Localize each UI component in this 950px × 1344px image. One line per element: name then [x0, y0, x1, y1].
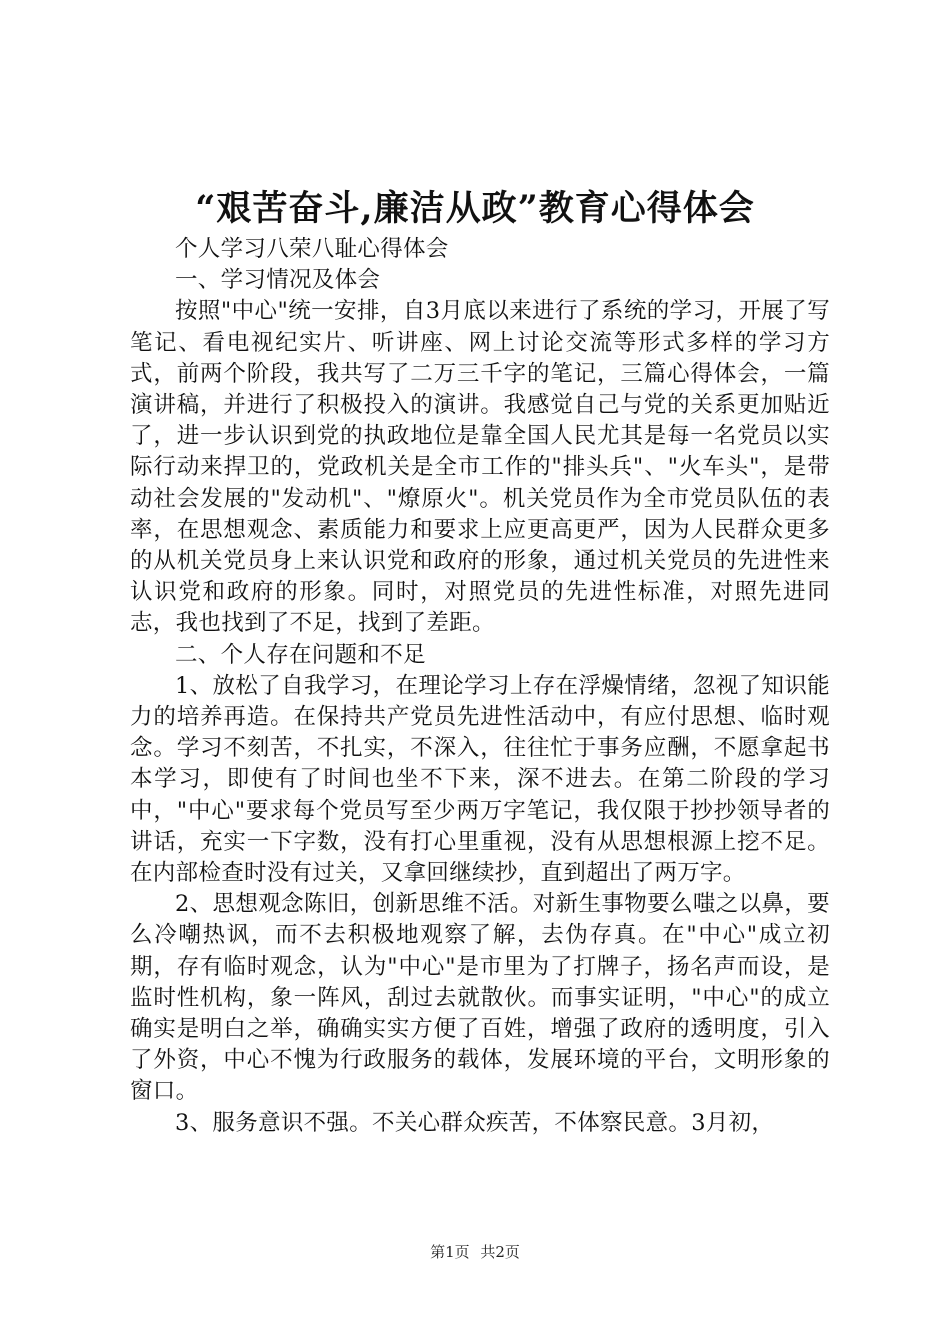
body-paragraph: 3、服务意识不强。不关心群众疾苦，不体察民意。3月初， [175, 1109, 775, 1136]
subtitle-paragraph: 个人学习八荣八耻心得体会 [175, 236, 449, 262]
section-heading-1: 一、学习情况及体会 [175, 267, 381, 294]
page-total: 共2页 [480, 1243, 520, 1261]
body-paragraph: 1、放松了自我学习，在理论学习上存在浮燥情绪，忽视了知识能力的培养再造。在保持共产党员先进性活动中，有应付思想、临时观念。学习不刻苦，不扎实，不深入，往往忙于事务应酬，不愿拿起书本学习，即使有了时间也坐不下来，深不进去。在第二阶段的学习中，"中心"要求每个党员写至少两万字笔记，我仅限于抄抄领导者的讲话，充实一下字数，没有打心里重视，没有从思想根源上挖不足。在内部检查时没有过关，又拿回继续抄，直到超出了两万字。 [130, 672, 830, 887]
document-body [130, 234, 830, 1139]
body-paragraph: 按照"中心"统一安排，自3月底以来进行了系统的学习，开展了写笔记、看电视纪实片、听讲座、网上讨论交流等形式多样的学习方式，前两个阶段，我共写了二万三千字的笔记，三篇心得体会，一篇演讲稿，并进行了积极投入的演讲。我感觉自己与党的关系更加贴近了，进一步认识到党的执政地位是靠全国人民尤其是每一名党员以实际行动来捍卫的，党政机关是全市工作的"排头兵"、"火车头"，是带动社会发展的"发动机"、"燎原火"。机关党员作为全市党员队伍的表率，在思想观念、素质能力和要求上应更高更严，因为人民群众更多的从机关党员身上来认识党和政府的形象，通过机关党员的先进性来认识党和政府的形象。同时，对照党员的先进性标准，对照先进同志，我也找到了不足，找到了差距。 [130, 298, 830, 637]
page-footer [0, 1242, 950, 1262]
page-number: 第1页 [430, 1243, 470, 1261]
document-title: “艰苦奋斗,廉洁从政”教育心得体会 [195, 188, 755, 229]
section-heading-2: 二、个人存在问题和不足 [175, 641, 426, 668]
body-paragraph: 2、思想观念陈旧，创新思维不活。对新生事物要么嗤之以鼻，要么冷嘲热讽，而不去积极地观察了解，去伪存真。在"中心"成立初期，存有临时观念，认为"中心"是市里为了打牌子，扬名声而设，是监时性机构，象一阵风，刮过去就散伙。而事实证明，"中心"的成立确实是明白之举，确确实实方便了百姓，增强了政府的透明度，引入了外资，中心不愧为行政服务的载体，发展环境的平台，文明形象的窗口。 [130, 891, 830, 1105]
